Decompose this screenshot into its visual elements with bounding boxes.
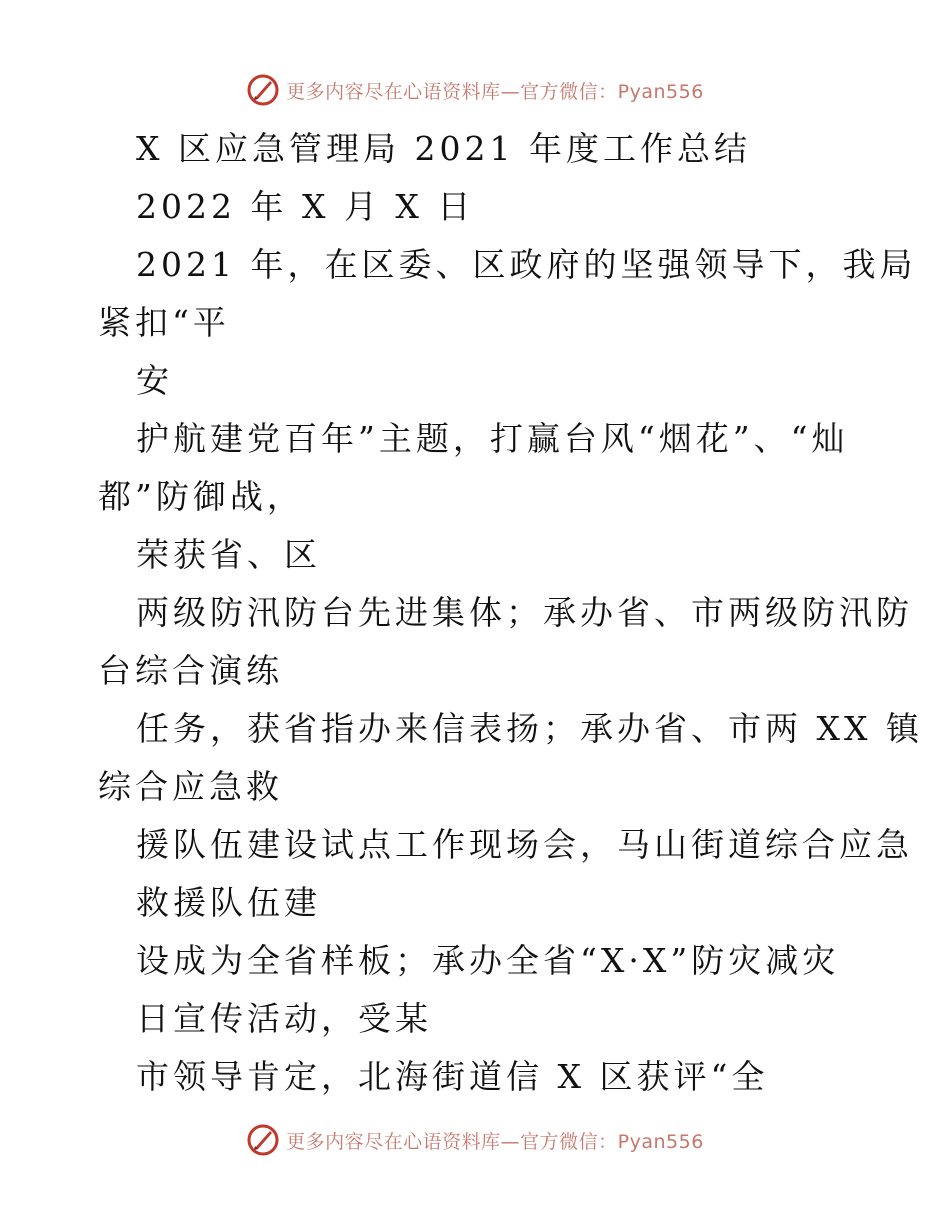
watermark-banner-bottom — [0, 1118, 950, 1162]
document-date: 2022 年 X 月 X 日 — [136, 187, 475, 226]
document-body — [98, 120, 923, 1106]
document-title: X 区应急管理局 2021 年度工作总结 — [136, 129, 751, 168]
paragraph-line: 荣获省、区 — [136, 535, 321, 574]
watermark-text: 更多内容尽在心语资料库—官方微信：Pyan556 — [286, 1130, 704, 1153]
watermark-banner-top — [0, 68, 950, 112]
paragraph-line: 安 — [136, 361, 173, 400]
paragraph-line: 任务，获省指办来信表扬；承办省、市两 XX 镇 — [136, 709, 923, 748]
paragraph-line: 2021 年，在区委、区政府的坚强领导下，我局 — [136, 245, 917, 284]
paragraph-line: 台综合演练 — [98, 651, 283, 690]
paragraph-line: 两级防汛防台先进集体；承办省、市两级防汛防 — [136, 593, 913, 632]
watermark-text: 更多内容尽在心语资料库—官方微信：Pyan556 — [286, 80, 704, 103]
quill-logo-icon — [246, 1123, 280, 1157]
quill-logo-icon — [246, 73, 280, 107]
paragraph-line: 紧扣“平 — [98, 303, 230, 342]
paragraph-line: 市领导肯定，北海街道信 X 区获评“全 — [136, 1057, 769, 1096]
paragraph-line: 综合应急救 — [98, 767, 283, 806]
paragraph-line: 都”防御战， — [98, 477, 304, 516]
paragraph-line: 护航建党百年”主题，打赢台风“烟花”、“灿 — [136, 419, 849, 458]
paragraph-line: 救援队伍建 — [136, 883, 321, 922]
paragraph-line: 日宣传活动，受某 — [136, 999, 432, 1038]
paragraph-line: 援队伍建设试点工作现场会，马山街道综合应急 — [136, 825, 913, 864]
paragraph-line: 设成为全省样板；承办全省“X·X”防灾减灾 — [136, 941, 840, 980]
